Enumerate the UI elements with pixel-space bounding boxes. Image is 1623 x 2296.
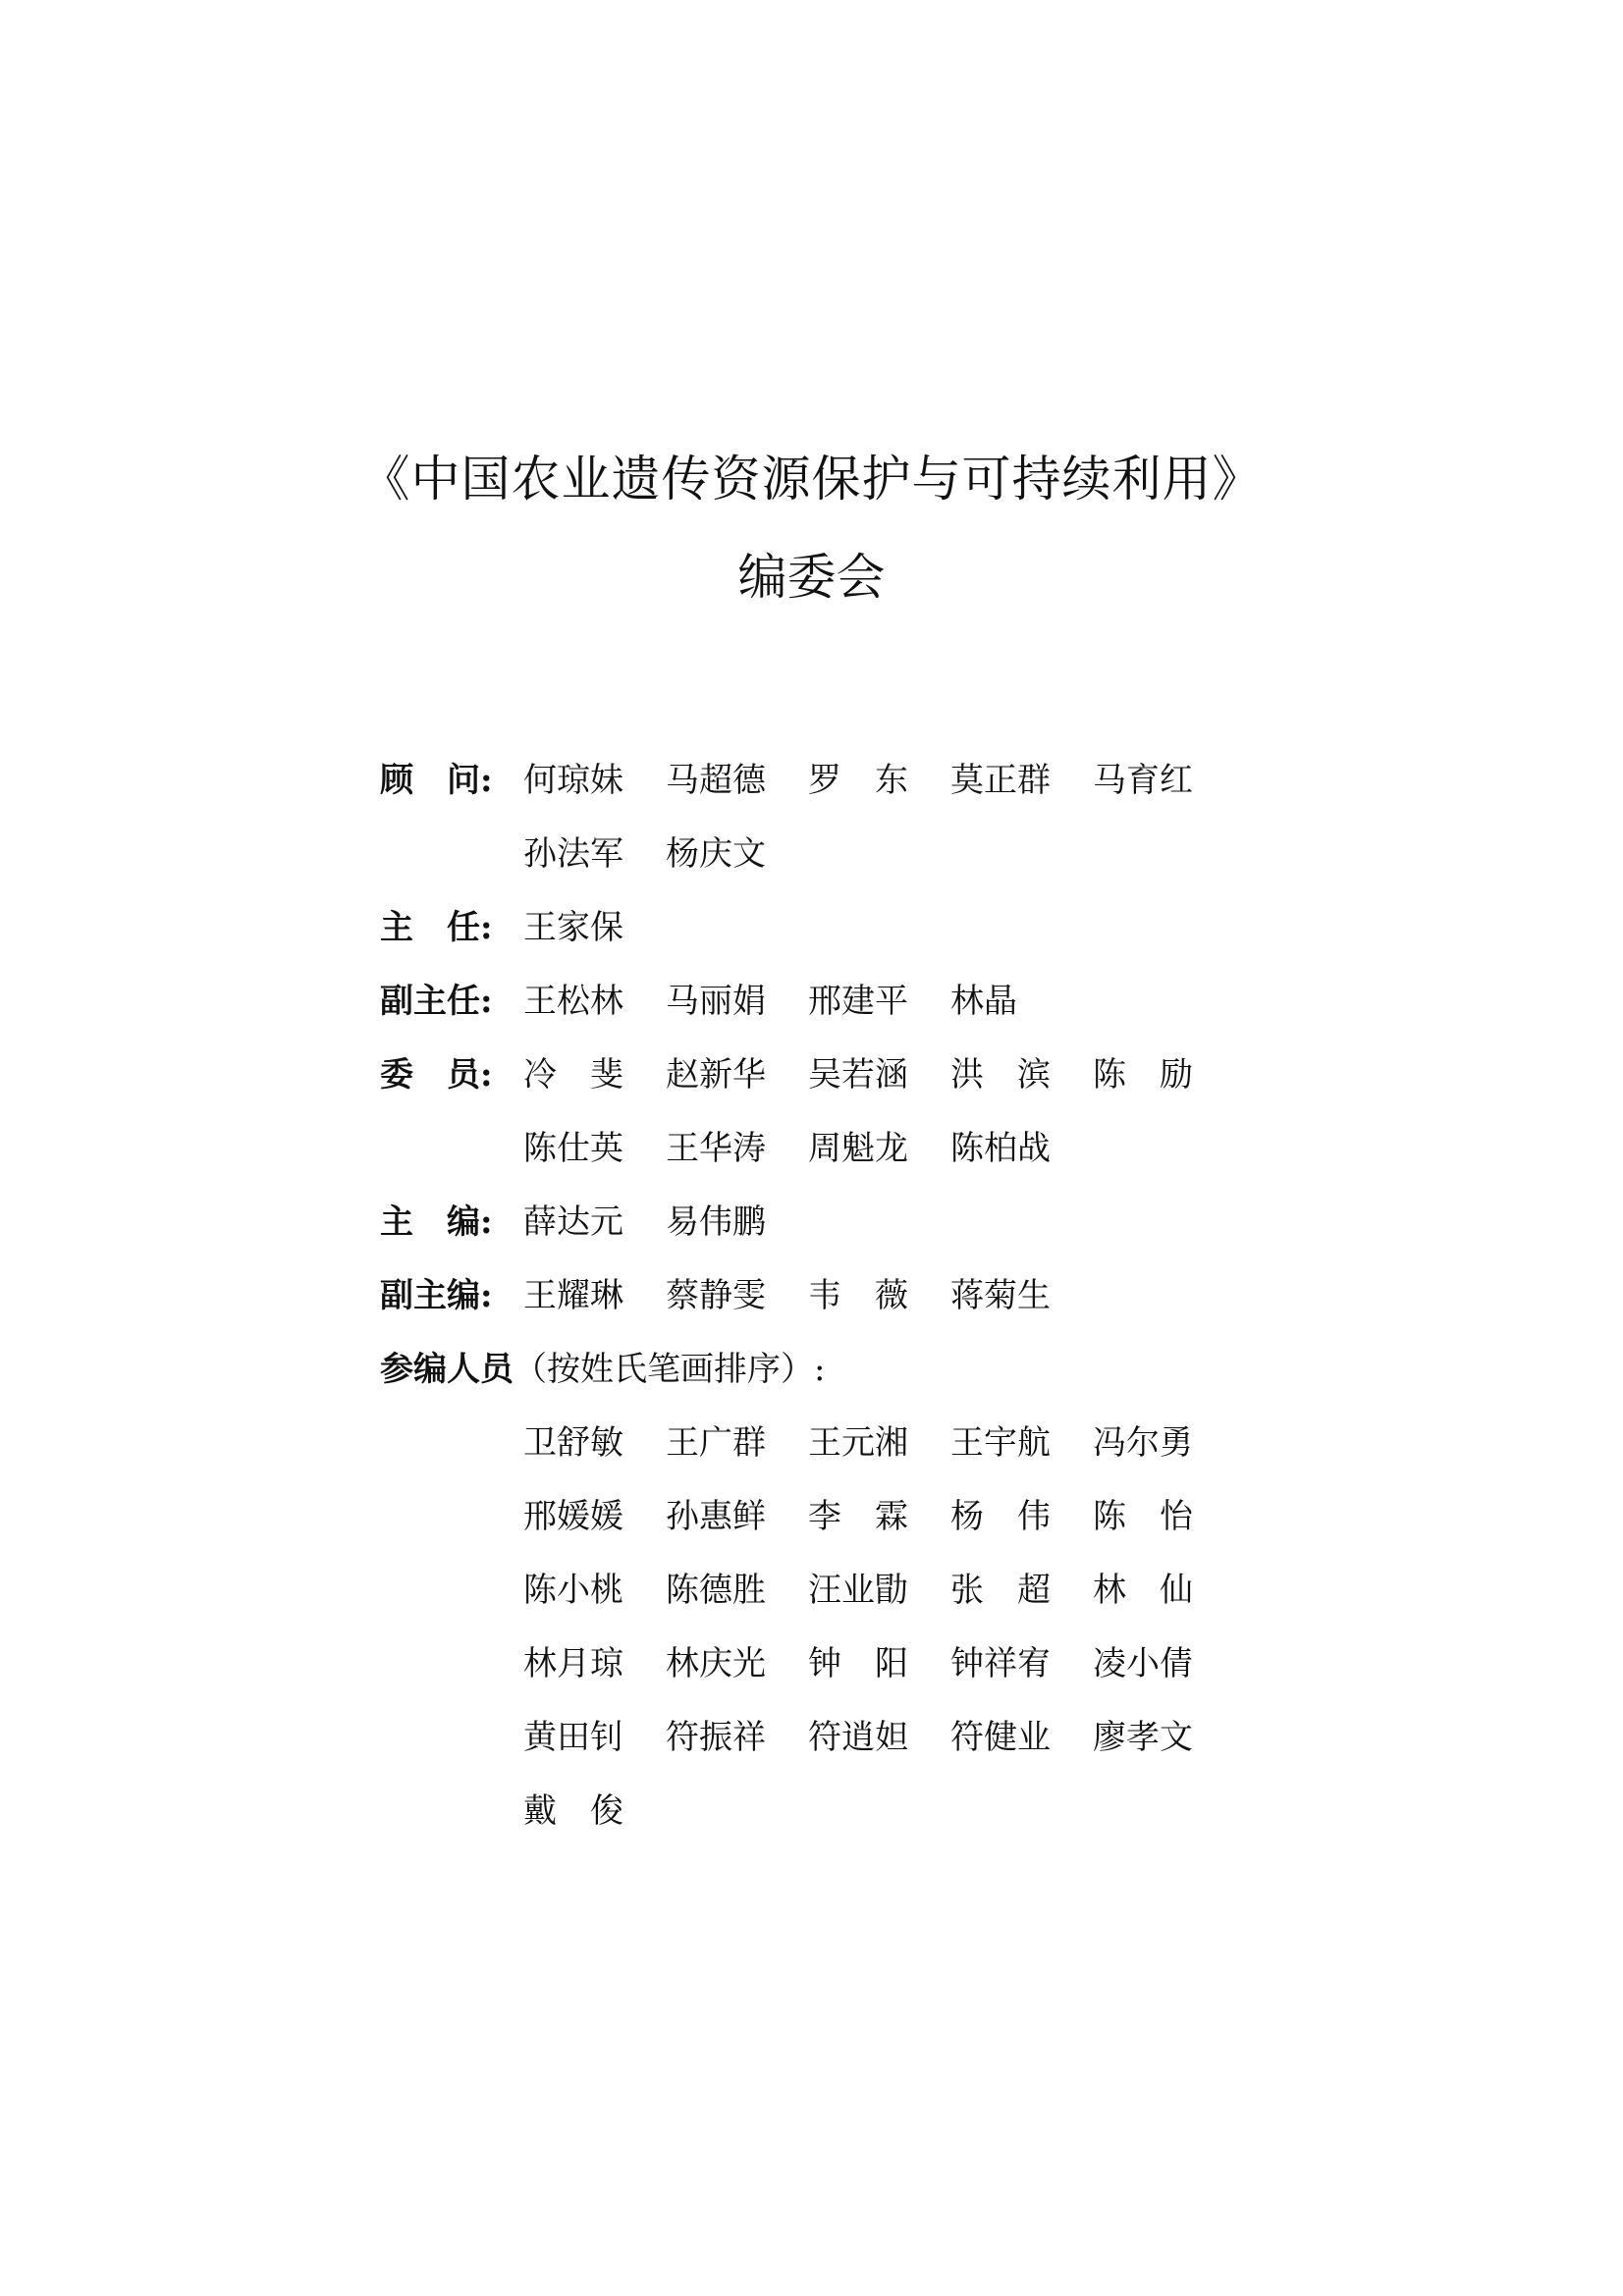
deputy-director-name: 林晶: [950, 982, 1017, 1021]
director-name: 王家保: [523, 908, 623, 947]
deputy-chief-editors-names: [523, 1259, 1235, 1333]
chief-editors-row: [380, 1186, 1323, 1259]
contributors-row: [380, 1407, 1323, 1848]
chief-editors-label: 主 编:: [380, 1202, 493, 1242]
editorial-committee-list: [380, 744, 1323, 1848]
deputy-directors-label: 副主任:: [380, 982, 493, 1021]
members-row: [380, 1039, 1323, 1186]
contributors-label: 参编人员: [380, 1350, 514, 1389]
contributor-name: 卫舒敏: [523, 1423, 623, 1463]
contributor-name: 陈德胜: [666, 1571, 766, 1610]
deputy-chief-editors-label: 副主编:: [380, 1276, 493, 1315]
advisers-names: [523, 744, 1235, 891]
deputy-chief-editor-name: 蒋菊生: [950, 1276, 1051, 1315]
adviser-name: 莫正群: [950, 761, 1051, 800]
contributor-name: 王元湘: [808, 1423, 908, 1463]
contributor-name: 黄田钊: [523, 1718, 623, 1757]
contributor-name: 廖孝文: [1093, 1718, 1193, 1757]
contributor-name: 李 霖: [808, 1497, 908, 1536]
adviser-name: 何琼妹: [523, 761, 623, 800]
contributor-name: 林庆光: [666, 1644, 766, 1683]
members-label: 委 员:: [380, 1055, 493, 1095]
members-names: [523, 1039, 1235, 1186]
deputy-chief-editor-name: 蔡静雯: [666, 1276, 766, 1315]
contributor-name: 符健业: [950, 1718, 1051, 1757]
contributors-heading: [380, 1333, 825, 1407]
contributor-name: 钟 阳: [808, 1644, 908, 1683]
advisers-row: [380, 744, 1323, 891]
director-label: 主 任:: [380, 908, 493, 947]
contributor-name: 邢媛媛: [523, 1497, 623, 1536]
contributor-name: 戴 俊: [523, 1791, 623, 1831]
contributor-name: 孙惠鲜: [666, 1497, 766, 1536]
contributor-name: 冯尔勇: [1093, 1423, 1193, 1463]
deputy-chief-editors-row: [380, 1259, 1323, 1333]
adviser-name: 罗 东: [808, 761, 908, 800]
deputy-directors-row: [380, 965, 1323, 1039]
contributor-name: 凌小倩: [1093, 1644, 1193, 1683]
deputy-director-name: 邢建平: [808, 982, 908, 1021]
contributors-names: [523, 1407, 1235, 1848]
contributor-name: 钟祥宥: [950, 1644, 1051, 1683]
contributor-name: 王宇航: [950, 1423, 1051, 1463]
member-name: 王华涛: [666, 1129, 766, 1168]
advisers-label: 顾 问:: [380, 761, 493, 800]
contributors-heading-row: [380, 1333, 1323, 1407]
contributor-name: 陈小桃: [523, 1571, 623, 1610]
member-name: 洪 滨: [950, 1055, 1051, 1095]
member-name: 陈 励: [1093, 1055, 1193, 1095]
member-name: 陈柏战: [950, 1129, 1051, 1168]
member-name: 吴若涵: [808, 1055, 908, 1095]
member-name: 冷 斐: [523, 1055, 623, 1095]
contributors-ordering-note: （按姓氏笔画排序）:: [514, 1350, 826, 1389]
contributor-name: 符逍妲: [808, 1718, 908, 1757]
contributor-name: 林 仙: [1093, 1571, 1193, 1610]
contributor-name: 符振祥: [666, 1718, 766, 1757]
contributor-name: 汪业勖: [808, 1571, 908, 1610]
member-name: 赵新华: [666, 1055, 766, 1095]
committee-heading: 编委会: [737, 549, 886, 606]
adviser-name: 杨庆文: [666, 834, 766, 874]
chief-editor-name: 易伟鹏: [666, 1202, 766, 1242]
adviser-name: 马超德: [666, 761, 766, 800]
deputy-directors-names: [523, 965, 1235, 1039]
contributor-name: 张 超: [950, 1571, 1051, 1610]
member-name: 陈仕英: [523, 1129, 623, 1168]
contributor-name: 杨 伟: [950, 1497, 1051, 1536]
deputy-director-name: 王松林: [523, 982, 623, 1021]
deputy-chief-editor-name: 王耀琳: [523, 1276, 623, 1315]
adviser-name: 孙法军: [523, 834, 623, 874]
director-row: [380, 891, 1323, 965]
chief-editor-name: 薛达元: [523, 1202, 623, 1242]
contributor-name: 林月琼: [523, 1644, 623, 1683]
deputy-director-name: 马丽娟: [666, 982, 766, 1021]
book-title: 《中国农业遗传资源保护与可持续利用》: [360, 451, 1263, 507]
member-name: 周魁龙: [808, 1129, 908, 1168]
chief-editors-names: [523, 1186, 1235, 1259]
adviser-name: 马育红: [1093, 761, 1193, 800]
contributor-name: 陈 怡: [1093, 1497, 1193, 1536]
contributor-name: 王广群: [666, 1423, 766, 1463]
deputy-chief-editor-name: 韦 薇: [808, 1276, 908, 1315]
director-names: [523, 891, 1235, 965]
